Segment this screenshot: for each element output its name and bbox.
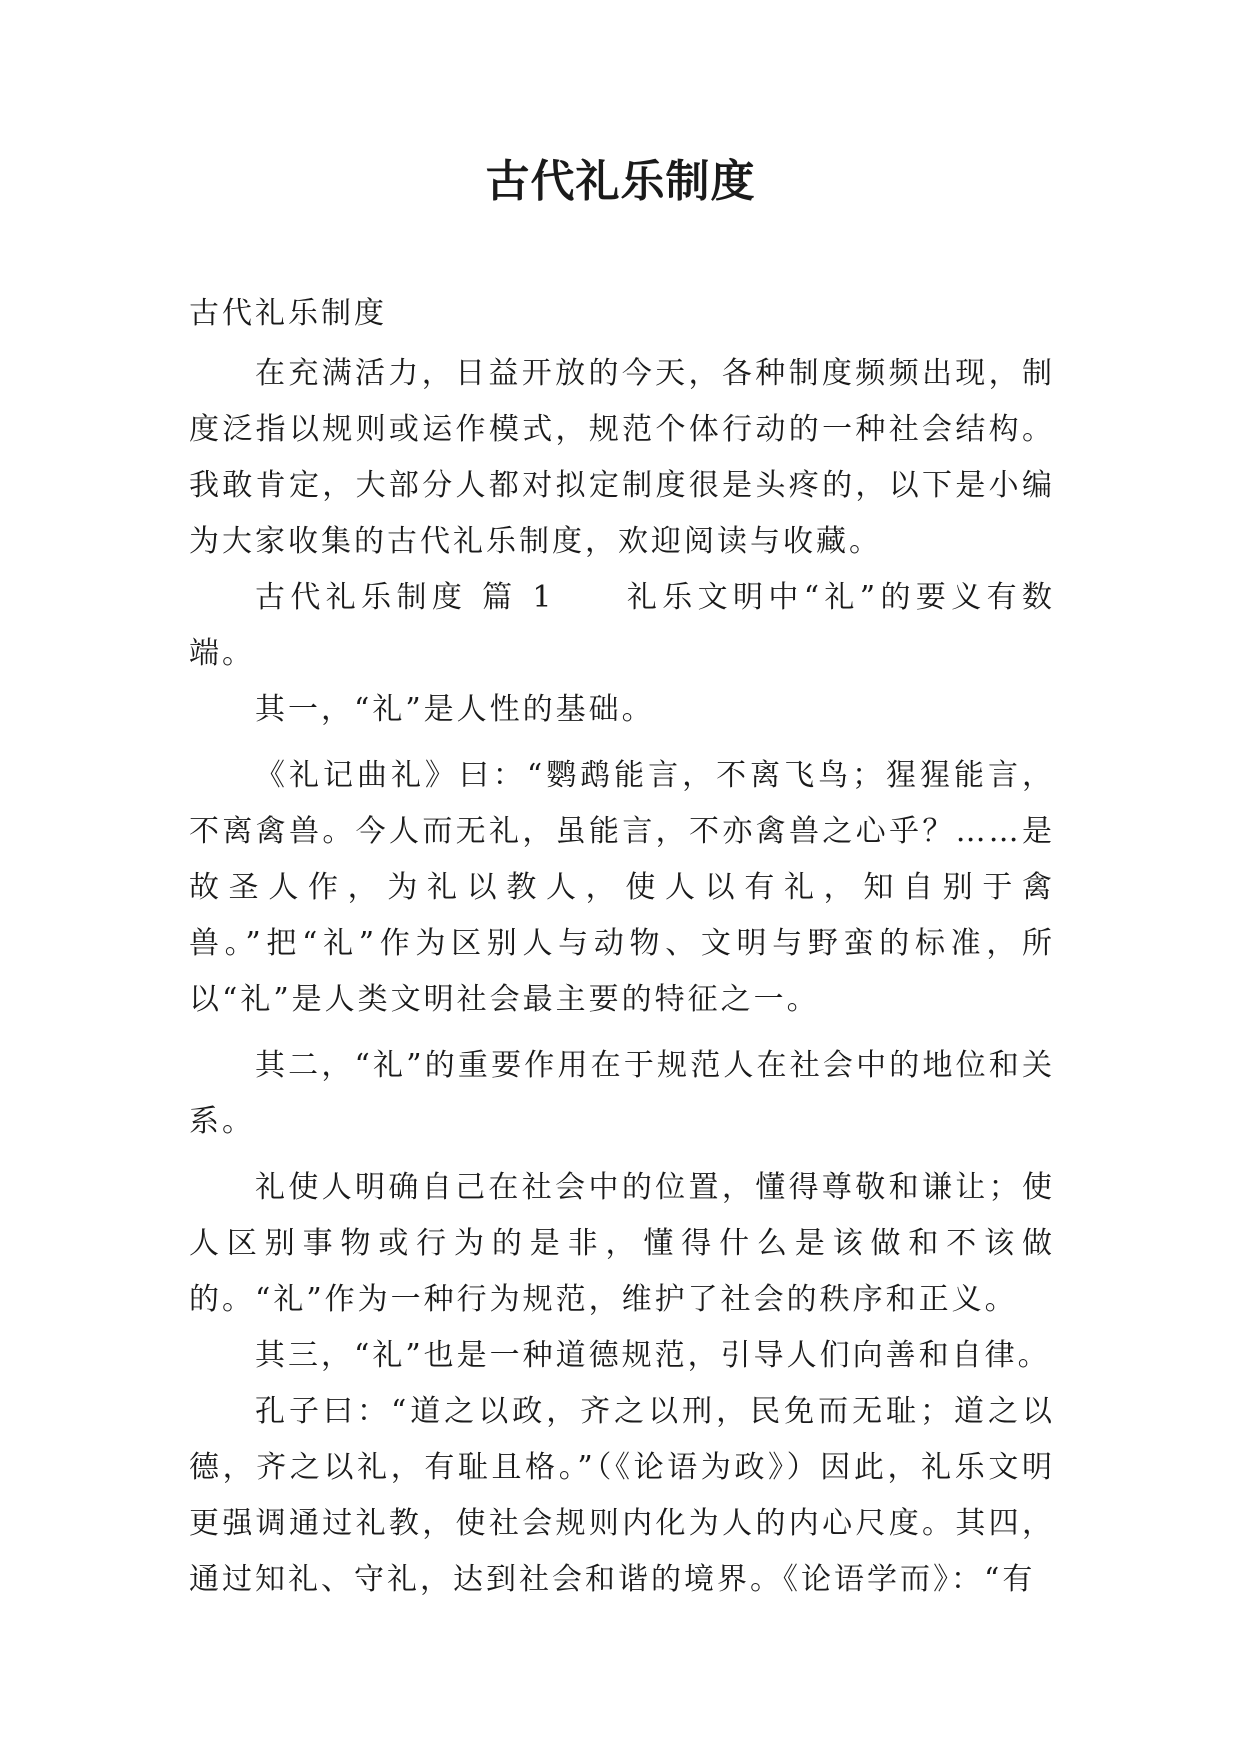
document-body [189,286,1055,1608]
paragraph-social-order: 礼使人明确自己在社会中的位置，懂得尊敬和谦让；使人区别事物或行为的是非，懂得什么是该做和不该做的。“礼”作为一种行为规范，维护了社会的秩序和正义。 [189,1170,1055,1317]
section-heading: 古代礼乐制度 篇 1 [255,580,555,615]
section-lead: 礼乐文明中“礼”的要义有数端。 [189,580,1055,671]
paragraph-quote-confucius: 孔子曰：“道之以政，齐之以刑，民免而无耻；道之以德，齐之以礼，有耻且格。”（《论语为政》）因此，礼乐文明更强调通过礼教，使社会规则内化为人的内心尺度。其四，通过知礼、守礼，达到社会和谐的境界。《论语学而》：“有 [189,1394,1055,1597]
document-title: 古代礼乐制度 [485,156,756,207]
paragraph-quote-liji: 《礼记曲礼》曰：“鹦鹉能言，不离飞鸟；猩猩能言，不离禽兽。今人而无礼，虽能言，不亦禽兽之心乎？……是故圣人作，为礼以教人，使人以有礼，知自别于禽兽。”把“礼”作为区别人与动物、文明与野蛮的标准，所以“礼”是人类文明社会最主要的特征之一。 [189,758,1055,1017]
paragraph-point-three: 其三，“礼”也是一种道德规范，引导人们向善和自律。 [255,1338,1051,1373]
section-heading-line [189,570,1055,682]
intro-paragraph: 在充满活力，日益开放的今天，各种制度频频出现，制度泛指以规则或运作模式，规范个体行动的一种社会结构。我敢肯定，大部分人都对拟定制度很是头疼的，以下是小编为大家收集的古代礼乐制度，欢迎阅读与收藏。 [189,356,1055,559]
paragraph-point-two: 其二，“礼”的重要作用在于规范人在社会中的地位和关系。 [189,1048,1055,1139]
document-subtitle: 古代礼乐制度 [189,296,387,331]
paragraph-point-one: 其一，“礼”是人性的基础。 [255,692,655,727]
